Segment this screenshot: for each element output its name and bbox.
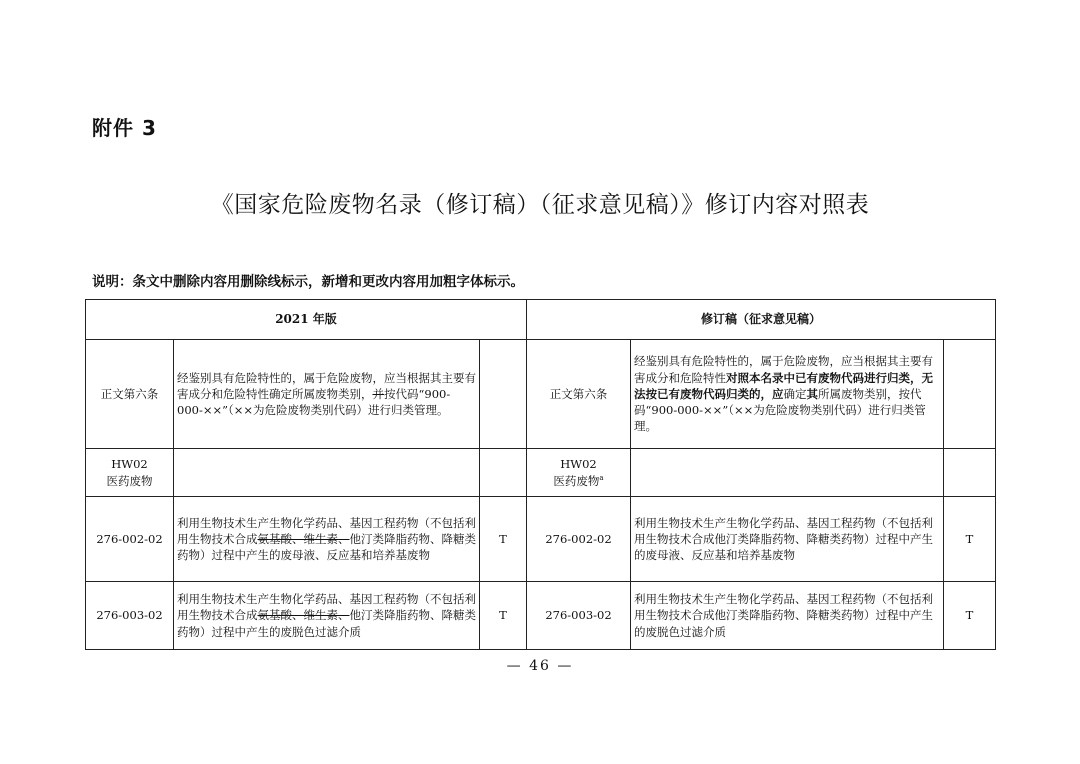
table-header-row bbox=[86, 300, 996, 340]
waste-desc-old bbox=[174, 497, 480, 582]
article-label-new: 正文第六条 bbox=[527, 340, 631, 449]
category-desc-new bbox=[631, 449, 944, 497]
waste-code-new: 276-002-02 bbox=[527, 497, 631, 582]
category-name-new: 医药废物 bbox=[553, 473, 600, 488]
waste-desc-new: 利用生物技术生产生物化学药品、基因工程药物（不包括利用生物技术合成他汀类降脂药物、降糖类药物）过程中产生的废母液、反应基和培养基废物 bbox=[631, 497, 944, 582]
table-row-category bbox=[86, 449, 996, 497]
waste-desc-old-part1: 利用生物技术生产生物化学药品、基因工程药物（不包括利用生物技术合成 bbox=[177, 592, 476, 623]
waste-code-old: 276-002-02 bbox=[86, 497, 174, 582]
hazard-old: T bbox=[480, 497, 527, 582]
page-number: — 46 — bbox=[506, 658, 574, 674]
attachment-label: 附件 3 bbox=[92, 116, 157, 140]
waste-desc-old-deleted: 氨基酸、维生素、 bbox=[257, 608, 350, 623]
article-text-old-part2: 按代码“900-000-××”（××为危险废物类别代码）进行归类管理。 bbox=[177, 386, 451, 418]
category-code-old: HW02 bbox=[111, 457, 148, 472]
article-hazard-new bbox=[944, 340, 996, 449]
article-text-new-part2: 确定 bbox=[783, 386, 807, 401]
article-text-old bbox=[174, 340, 480, 449]
waste-desc-old bbox=[174, 582, 480, 650]
category-name-new-wrap bbox=[530, 473, 627, 489]
category-name-old: 医药废物 bbox=[106, 473, 153, 488]
category-desc-old bbox=[174, 449, 480, 497]
category-cell-new bbox=[527, 449, 631, 497]
table-row-article-6 bbox=[86, 340, 996, 449]
waste-code-old: 276-003-02 bbox=[86, 582, 174, 650]
hazard-new: T bbox=[944, 582, 996, 650]
waste-desc-old-part2: 他汀类降脂药物、降糖类药物）过程中产生的废母液、反应基和培养基废物 bbox=[177, 531, 476, 563]
category-hazard-old bbox=[480, 449, 527, 497]
table-row-276-003-02 bbox=[86, 582, 996, 650]
category-footnote-mark: a bbox=[599, 473, 604, 482]
waste-code-new: 276-003-02 bbox=[527, 582, 631, 650]
waste-desc-old-part1: 利用生物技术生产生物化学药品、基因工程药物（不包括利用生物技术合成 bbox=[177, 515, 476, 546]
article-text-old-deleted: 并 bbox=[372, 386, 384, 401]
article-hazard-old bbox=[480, 340, 527, 449]
document-title: 《国家危险废物名录（修订稿）（征求意见稿）》修订内容对照表 bbox=[210, 192, 870, 218]
explanation-note: 说明：条文中删除内容用删除线标示，新增和更改内容用加粗字体标示。 bbox=[92, 274, 524, 290]
category-code-new: HW02 bbox=[560, 457, 597, 472]
waste-desc-old-deleted: 氨基酸、维生素、 bbox=[257, 531, 350, 546]
waste-desc-new: 利用生物技术生产生物化学药品、基因工程药物（不包括利用生物技术合成他汀类降脂药物、降糖类药物）过程中产生的废脱色过滤介质 bbox=[631, 582, 944, 650]
article-text-new-part1: 经鉴别具有危险特性的，属于危险废物，应当根据其主要有害成分和危险特性 bbox=[634, 354, 933, 385]
article-text-new-part3: 所属废物类别，按代码“900-000-××”（××为危险废物类别代码）进行归类管理。 bbox=[634, 386, 926, 434]
header-2021-version: 2021 年版 bbox=[86, 300, 527, 340]
article-label-old: 正文第六条 bbox=[86, 340, 174, 449]
category-cell-old bbox=[86, 449, 174, 497]
table-row-276-002-02 bbox=[86, 497, 996, 582]
article-text-new bbox=[631, 340, 944, 449]
header-revised-draft: 修订稿（征求意见稿） bbox=[527, 300, 996, 340]
hazard-new: T bbox=[944, 497, 996, 582]
category-hazard-new bbox=[944, 449, 996, 497]
article-text-old-part1: 经鉴别具有危险特性的，属于危险废物，应当根据其主要有害成分和危险特性确定所属废物类别， bbox=[177, 370, 476, 401]
article-text-new-bold2: 其 bbox=[806, 386, 818, 401]
comparison-table bbox=[85, 299, 996, 650]
article-text-new-bold1: 对照本名录中已有废物代码进行归类，无法按已有废物代码归类的，应 bbox=[634, 370, 933, 401]
waste-desc-old-part2: 他汀类降脂药物、降糖类药物）过程中产生的废脱色过滤介质 bbox=[177, 608, 476, 639]
hazard-old: T bbox=[480, 582, 527, 650]
